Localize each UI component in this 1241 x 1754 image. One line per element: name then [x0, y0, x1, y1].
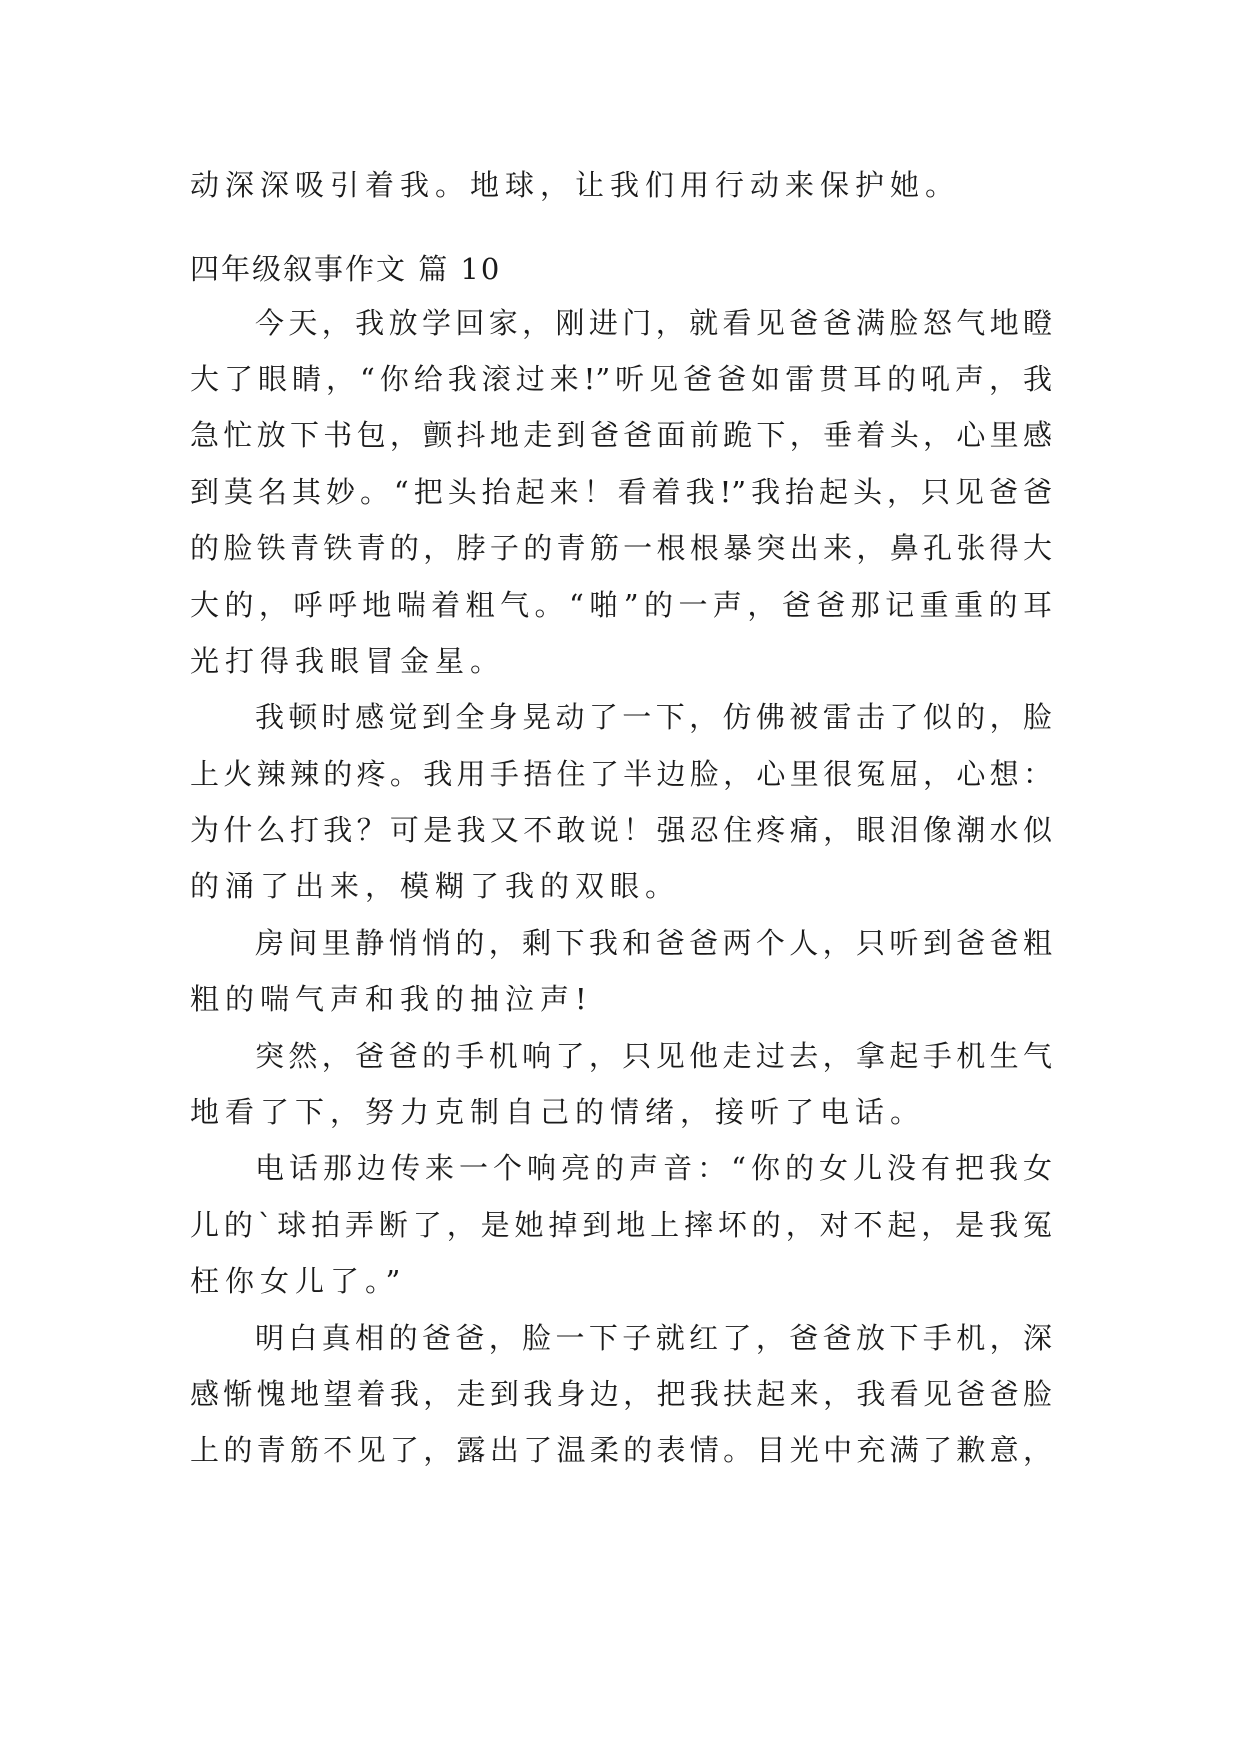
text-line: 上的青筋不见了，露出了温柔的表情。目光中充满了歉意，: [190, 1433, 1052, 1467]
text-line: 大了眼睛，“你给我滚过来!”听见爸爸如雷贯耳的吼声，我: [190, 362, 1052, 396]
essay-heading: 四年级叙事作文 篇 10: [190, 252, 502, 286]
text-line: 地看了下，努力克制自己的情绪，接听了电话。: [190, 1095, 926, 1129]
text-line: 的涌了出来，模糊了我的双眼。: [190, 869, 681, 903]
text-line: 我顿时感觉到全身晃动了一下，仿佛被雷击了似的，脸: [255, 700, 1052, 734]
text-line: 为什么打我？可是我又不敢说！强忍住疼痛，眼泪像潮水似: [190, 813, 1052, 847]
intro-tail-line: 动深深吸引着我。地球，让我们用行动来保护她。: [190, 168, 961, 202]
text-line: 枉你女儿了。”: [190, 1264, 407, 1298]
text-line: 大的，呼呼地喘着粗气。“啪”的一声，爸爸那记重重的耳: [190, 588, 1052, 622]
text-line: 突然，爸爸的手机响了，只见他走过去，拿起手机生气: [255, 1039, 1052, 1073]
text-line: 电话那边传来一个响亮的声音：“你的女儿没有把我女: [255, 1151, 1052, 1185]
text-line: 房间里静悄悄的，剩下我和爸爸两个人，只听到爸爸粗: [255, 926, 1052, 960]
text-line: 急忙放下书包，颤抖地走到爸爸面前跪下，垂着头，心里感: [190, 418, 1052, 452]
text-line: 明白真相的爸爸，脸一下子就红了，爸爸放下手机，深: [255, 1321, 1052, 1355]
text-line: 感惭愧地望着我，走到我身边，把我扶起来，我看见爸爸脸: [190, 1377, 1052, 1411]
text-line: 粗的喘气声和我的抽泣声!: [190, 982, 593, 1016]
text-line: 儿的`球拍弄断了，是她掉到地上摔坏的，对不起，是我冤: [190, 1208, 1052, 1242]
text-line: 光打得我眼冒金星。: [190, 644, 506, 678]
text-line: 的脸铁青铁青的，脖子的青筋一根根暴突出来，鼻孔张得大: [190, 531, 1052, 565]
text-line: 上火辣辣的疼。我用手捂住了半边脸，心里很冤屈，心想：: [190, 757, 1052, 791]
text-line: 今天，我放学回家，刚进门，就看见爸爸满脸怒气地瞪: [255, 306, 1052, 340]
text-line: 到莫名其妙。“把头抬起来！看着我!”我抬起头，只见爸爸: [190, 475, 1052, 509]
